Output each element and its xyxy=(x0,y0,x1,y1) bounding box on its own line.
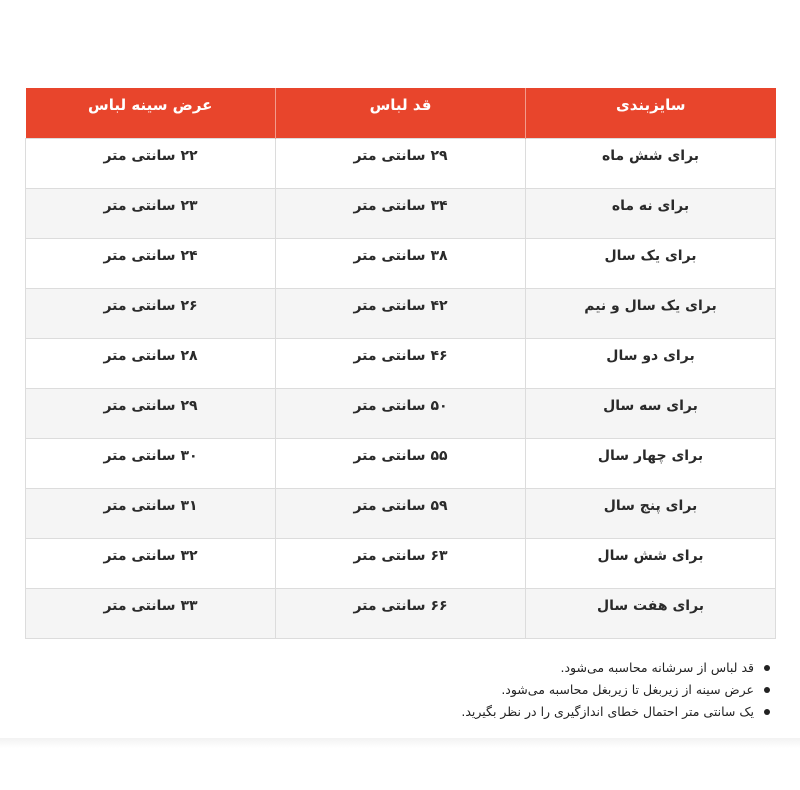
cell-length: ۵۹ سانتی متر xyxy=(276,488,526,538)
table-row xyxy=(26,588,776,638)
cell-length: ۶۶ سانتی متر xyxy=(276,588,526,638)
measurement-notes xyxy=(50,657,770,723)
bottom-divider xyxy=(0,738,800,748)
cell-length: ۴۲ سانتی متر xyxy=(276,288,526,338)
cell-length: ۳۴ سانتی متر xyxy=(276,188,526,238)
note-text: عرض سینه از زیربغل تا زیربغل محاسبه می‌شود. xyxy=(501,682,754,697)
cell-size: برای دو سال xyxy=(526,338,776,388)
table-row xyxy=(26,188,776,238)
cell-chest: ۲۴ سانتی متر xyxy=(26,238,276,288)
cell-chest: ۲۶ سانتی متر xyxy=(26,288,276,338)
cell-size: برای شش ماه xyxy=(526,138,776,188)
header-size: سایزبندی xyxy=(526,88,776,138)
header-length: قد لباس xyxy=(276,88,526,138)
cell-length: ۴۶ سانتی متر xyxy=(276,338,526,388)
table-row xyxy=(26,288,776,338)
table-row xyxy=(26,338,776,388)
cell-size: برای پنج سال xyxy=(526,488,776,538)
table-row xyxy=(26,238,776,288)
header-chest-width: عرض سینه لباس xyxy=(26,88,276,138)
cell-length: ۲۹ سانتی متر xyxy=(276,138,526,188)
bullet-icon xyxy=(764,665,770,671)
note-item xyxy=(50,701,770,723)
cell-size: برای چهار سال xyxy=(526,438,776,488)
cell-length: ۶۳ سانتی متر xyxy=(276,538,526,588)
cell-length: ۵۵ سانتی متر xyxy=(276,438,526,488)
cell-size: برای یک سال و نیم xyxy=(526,288,776,338)
table-row xyxy=(26,488,776,538)
table-row xyxy=(26,538,776,588)
cell-chest: ۳۳ سانتی متر xyxy=(26,588,276,638)
cell-size: برای نه ماه xyxy=(526,188,776,238)
size-chart-container xyxy=(25,88,775,639)
cell-size: برای یک سال xyxy=(526,238,776,288)
note-text: قد لباس از سرشانه محاسبه می‌شود. xyxy=(560,660,754,675)
bullet-icon xyxy=(764,709,770,715)
cell-chest: ۳۰ سانتی متر xyxy=(26,438,276,488)
table-row xyxy=(26,388,776,438)
table-row xyxy=(26,438,776,488)
table-row xyxy=(26,138,776,188)
cell-size: برای شش سال xyxy=(526,538,776,588)
note-text: یک سانتی متر احتمال خطای اندازگیری را در نظر بگیرید. xyxy=(461,704,754,719)
table-header-row xyxy=(26,88,776,138)
size-chart-table xyxy=(25,88,776,639)
cell-length: ۳۸ سانتی متر xyxy=(276,238,526,288)
cell-chest: ۳۲ سانتی متر xyxy=(26,538,276,588)
cell-length: ۵۰ سانتی متر xyxy=(276,388,526,438)
bullet-icon xyxy=(764,687,770,693)
cell-size: برای هفت سال xyxy=(526,588,776,638)
note-item xyxy=(50,679,770,701)
cell-chest: ۲۹ سانتی متر xyxy=(26,388,276,438)
cell-size: برای سه سال xyxy=(526,388,776,438)
cell-chest: ۳۱ سانتی متر xyxy=(26,488,276,538)
cell-chest: ۲۸ سانتی متر xyxy=(26,338,276,388)
note-item xyxy=(50,657,770,679)
cell-chest: ۲۳ سانتی متر xyxy=(26,188,276,238)
cell-chest: ۲۲ سانتی متر xyxy=(26,138,276,188)
